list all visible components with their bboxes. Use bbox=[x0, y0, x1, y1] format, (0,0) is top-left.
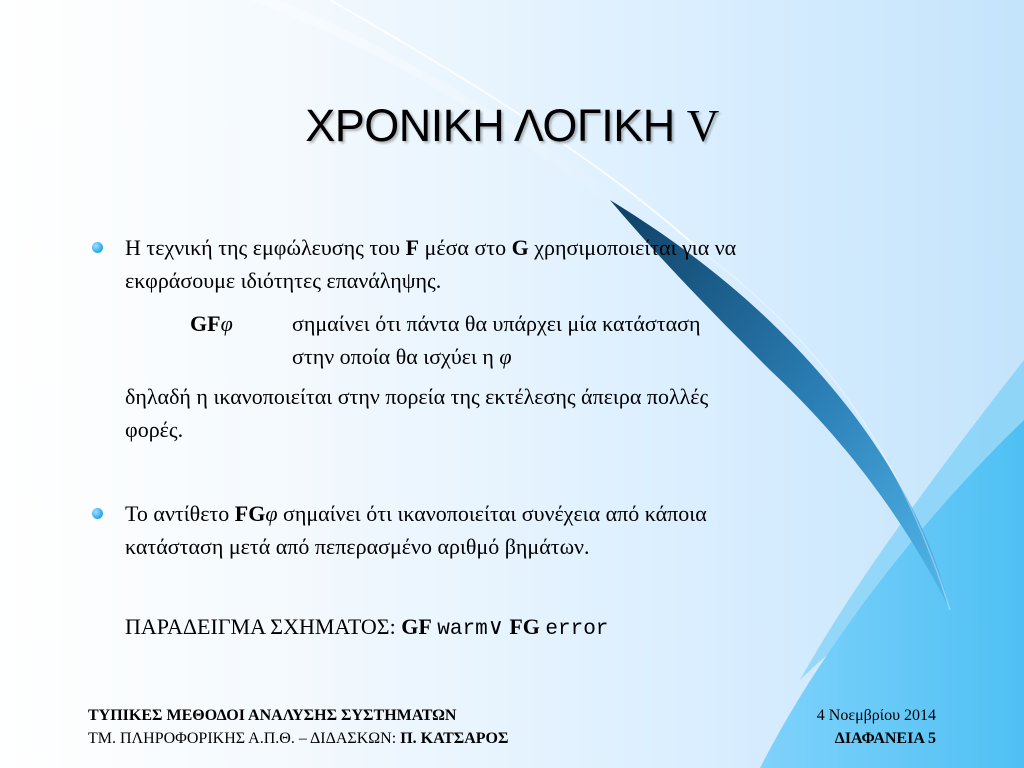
definition-meaning-phi: φ bbox=[499, 344, 512, 369]
bullet-2 bbox=[125, 497, 925, 563]
bullet-1-text-b: μέσα στο bbox=[419, 235, 512, 260]
bullet-2-text-a: Το αντίθετο bbox=[125, 501, 235, 526]
definition-meaning bbox=[292, 307, 701, 373]
explanation-line-1: δηλαδή η ικανοποιείται στην πορεία της εκτέλεσης άπειρα πολλές bbox=[125, 384, 709, 409]
definition-phi: φ bbox=[220, 311, 233, 336]
bullet-2-op-fg: FG bbox=[234, 501, 266, 526]
bullet-2-text-b: σημαίνει ότι ικανοποιείται συνέχεια από κάποια bbox=[277, 501, 707, 526]
bullet-1-line-2: εκφράσουμε ιδιότητες επανάληψης. bbox=[125, 268, 442, 293]
example-op-gf: GF bbox=[401, 614, 432, 639]
definition-operator: GF bbox=[190, 311, 221, 336]
title-numeral: V bbox=[686, 101, 719, 151]
definition-meaning-line-1: σημαίνει ότι πάντα θα υπάρχει μία κατάσταση bbox=[292, 311, 701, 336]
bullet-2-phi: φ bbox=[265, 501, 278, 526]
definition-formula bbox=[190, 307, 233, 340]
explanation-line-2: φορές. bbox=[125, 417, 184, 442]
bullet-1-op-f: F bbox=[405, 235, 420, 260]
footer-course: ΤΥΠΙΚΕΣ ΜΕΘΟΔΟΙ ΑΝΑΛΥΣΗΣ ΣΥΣΤΗΜΑΤΩΝ bbox=[88, 707, 457, 724]
footer-department-line bbox=[88, 727, 508, 750]
bullet-2-line-1 bbox=[125, 497, 925, 530]
bullet-1 bbox=[125, 231, 925, 297]
footer-department: ΤΜ. ΠΛΗΡΟΦΟΡΙΚΗΣ Α.Π.Θ. – ΔΙΔΑΣΚΩΝ: bbox=[88, 730, 401, 747]
bullet-icon bbox=[92, 508, 103, 519]
example-op-fg: FG bbox=[509, 614, 540, 639]
title-text: ΧΡΟΝΙΚΗ ΛΟΓΙΚΗ bbox=[305, 100, 675, 151]
footer-date: 4 Νοεμβρίου 2014 bbox=[816, 707, 936, 724]
bullet-1-line-1 bbox=[125, 231, 925, 264]
bullet-1-op-g: G bbox=[511, 235, 529, 260]
definition-meaning-text: στην οποία θα ισχύει η bbox=[292, 344, 494, 369]
explanation bbox=[125, 380, 925, 446]
bullet-icon bbox=[92, 242, 103, 253]
example-prop-warm: warm bbox=[437, 618, 488, 641]
bullet-2-line-2: κατάσταση μετά από πεπερασμένο αριθμό βημάτων. bbox=[125, 534, 590, 559]
example-or-symbol: ∨ bbox=[487, 614, 504, 639]
example-formula bbox=[125, 610, 925, 646]
footer-instructor: Π. ΚΑΤΣΑΡΟΣ bbox=[400, 730, 509, 747]
definition-meaning-line-2 bbox=[292, 340, 701, 373]
footer-left bbox=[88, 704, 508, 750]
bullet-1-text-c: χρησιμοποιείται για να bbox=[528, 235, 737, 260]
footer-right bbox=[817, 704, 936, 750]
footer-slide-number: ΔΙΑΦΑΝΕΙΑ 5 bbox=[834, 730, 936, 747]
example-label: ΠΑΡΑΔΕΙΓΜΑ ΣΧΗΜΑΤΟΣ: bbox=[125, 614, 396, 639]
example-prop-error: error bbox=[545, 618, 609, 641]
bullet-1-text-a: Η τεχνική της εμφώλευσης του bbox=[125, 235, 406, 260]
